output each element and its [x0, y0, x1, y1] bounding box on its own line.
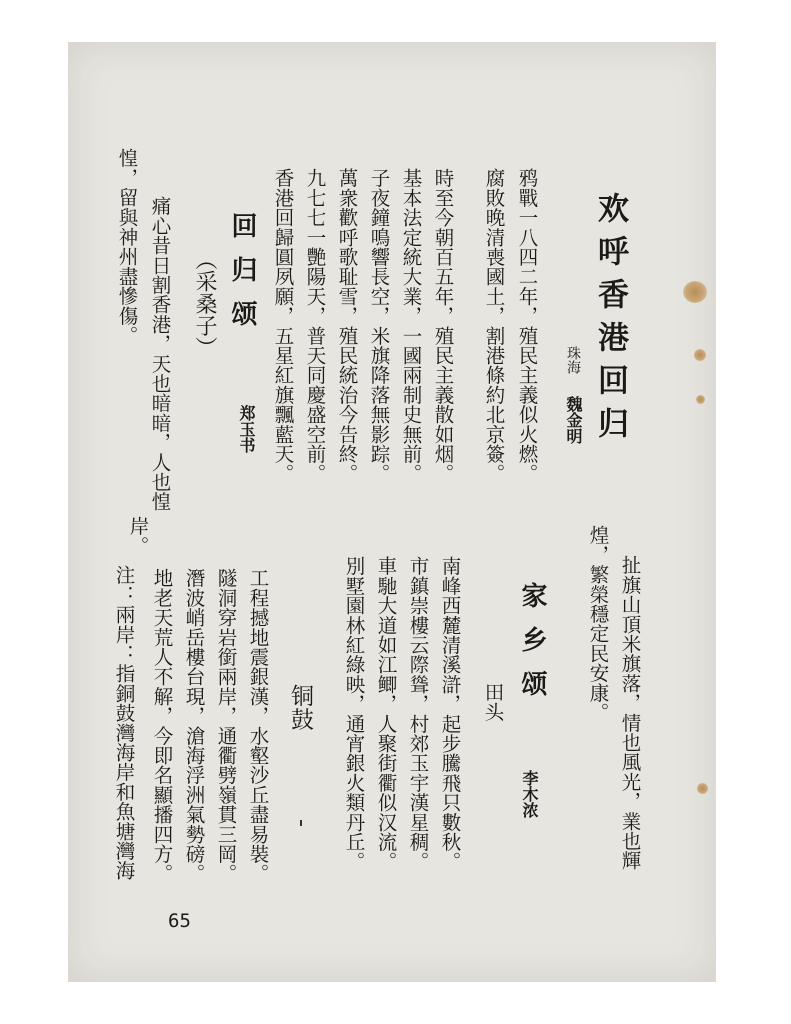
poem-line: 子夜鐘鳴響長空，米旗降落無影踪。: [367, 168, 391, 484]
poem-title: 家乡颂: [517, 582, 547, 714]
poem-line: 煌，繁榮穩定民安康。: [586, 525, 610, 722]
poem-line: 南峰西麓清溪滸，起步騰飛只數秋。: [438, 556, 462, 872]
poem-line: 香港回歸圓夙願，五星紅旗飄藍天。: [271, 168, 295, 484]
author-place: 铜鼓: [287, 684, 313, 731]
foxing-spot: [697, 783, 708, 794]
poem-line: 地老天荒人不解，今即名顯播四方。: [150, 568, 174, 884]
author-place: 珠海: [565, 346, 581, 374]
poem-line: 痛心昔日割香港，天也暗暗，人也惶: [148, 196, 172, 512]
poem-line: 時至今朝百五年，殖民主義散如烟。: [431, 168, 455, 484]
poem-line: 惶，留與神州盡慘傷。: [115, 148, 139, 345]
note-line: 岸。: [126, 516, 150, 556]
foxing-spot: [683, 281, 707, 303]
dash-mark: [300, 820, 302, 826]
author-name: 魏金明: [564, 396, 583, 444]
author-place: 田头: [481, 682, 505, 722]
poem-line: 隧洞穿岩銜兩岸，通衢劈嶺貫三岡。: [214, 568, 238, 884]
poem-line: 車馳大道如江鲫，人聚街衢似汉流。: [374, 556, 398, 872]
note-line: 注：兩岸：指銅鼓灣海岸和魚塘灣海: [112, 565, 136, 881]
poem-line: 市鎮崇樓云際聳，村郊玉宇漢星稠。: [406, 556, 430, 872]
poem-line: 腐敗晚清喪國土，割港條約北京簽。: [482, 168, 506, 484]
poem-title: 回归颂: [227, 212, 257, 344]
poem-line: 工程撼地震銀漢，水壑沙丘盡易裝。: [246, 568, 270, 884]
foxing-spot: [696, 395, 705, 404]
author-name: 郑玉书: [237, 405, 256, 453]
poem-line: 基本法定統大業，一國兩制史無前。: [399, 168, 423, 484]
poem-line: 鸦戰一八四二年，殖民主義似火燃。: [515, 168, 539, 484]
poem-line: 潛波峭岳樓台現，滄海浮洲氣勢磅。: [182, 568, 206, 884]
poem-title: 欢呼香港回归: [592, 192, 628, 450]
page-number: 65: [168, 910, 191, 932]
poem-line: 別墅園林紅綠映，通宵銀火類丹丘。: [342, 556, 366, 872]
author-name: 李木浓: [520, 770, 539, 818]
foxing-spot: [694, 349, 706, 361]
poem-line: 扯旗山頂米旗落，情也風光，業也輝: [618, 555, 642, 871]
poem-line: 九七七一艷陽天，普天同慶盛空前。: [303, 168, 327, 484]
poem-line: 萬衆歡呼歌耻雪，殖民統治今告終。: [335, 168, 359, 484]
poem-subtitle: （采桑子）: [192, 248, 217, 359]
